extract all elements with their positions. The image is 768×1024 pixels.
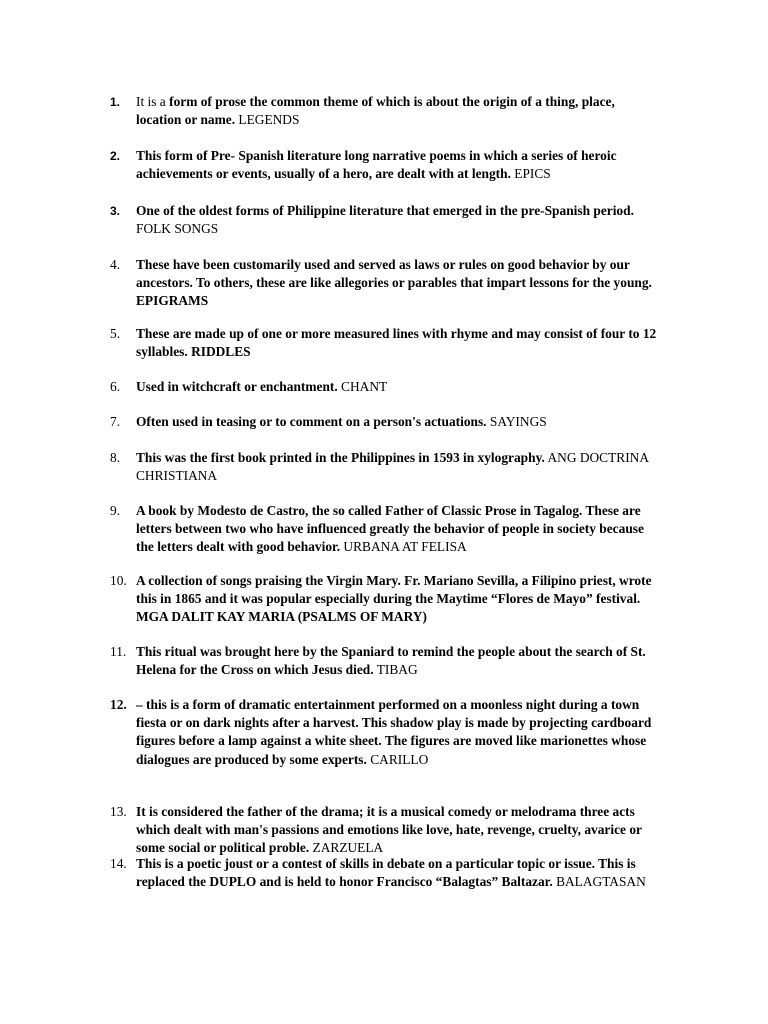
list-item — [110, 378, 690, 396]
item-number: 6. — [110, 379, 121, 394]
item-answer: MGA DALIT KAY MARIA (PSALMS OF MARY) — [136, 609, 427, 625]
item-text: A book by Modesto de Castro, the so called Father of Classic Prose in Tagalog. These are letters between two who have influenced greatly the behavior of people in society because the letters dealt with good behavior. — [136, 503, 644, 555]
list-item — [110, 202, 690, 238]
item-number: 11. — [110, 644, 127, 659]
item-text: form of prose the common theme of which is about the origin of a thing, place, location or name. — [136, 94, 615, 128]
item-number: 1. — [110, 95, 121, 109]
item-text: This was the first book printed in the Philippines in 1593 in xylography. — [136, 450, 545, 465]
item-text: Used in witchcraft or enchantment. — [136, 379, 338, 394]
item-text: Often used in teasing or to comment on a person's actuations. — [136, 414, 487, 429]
item-text: A collection of songs praising the Virgin Mary. Fr. Mariano Sevilla, a Filipino priest, wrote this in 1865 and it was popular especially during the Maytime “Flores de Mayo” festival. — [136, 573, 652, 607]
list-item — [110, 449, 690, 485]
item-number: 8. — [110, 450, 121, 465]
item-text: – this is a form of dramatic entertainment performed on a moonless night during a town fiesta or on dark nights after a harvest. This shadow play is made by projecting cardboard figures before a lamp against a white sheet. The figures are moved like marionettes whose dialogues are produced by some experts. — [136, 697, 652, 767]
item-text: This is a poetic joust or a contest of skills in debate on a particular topic or issue. This is replaced the DUPLO and is held to honor Francisco “Balagtas” Baltazar. — [136, 856, 636, 890]
list-item — [110, 572, 690, 627]
item-lead: It is a — [136, 94, 170, 109]
list-item — [110, 855, 690, 891]
item-number: 4. — [110, 257, 121, 272]
item-answer: SAYINGS — [486, 414, 547, 429]
list-item — [110, 643, 690, 679]
item-number: 3. — [110, 204, 121, 218]
list-item — [110, 147, 690, 183]
item-number: 13. — [110, 804, 127, 819]
list-item — [110, 696, 690, 769]
list-item — [110, 93, 690, 129]
item-number: 2. — [110, 149, 121, 163]
item-number: 12. — [110, 697, 127, 712]
item-text: These have been customarily used and served as laws or rules on good behavior by our ancestors. To others, these are like allegories or parables that impart lessons for the young. — [136, 257, 652, 291]
item-number: 10. — [110, 573, 127, 588]
item-number: 14. — [110, 856, 127, 871]
item-text: These are made up of one or more measured lines with rhyme and may consist of four to 12 syllables. — [136, 326, 657, 360]
item-answer: RIDDLES — [187, 344, 251, 360]
item-text: This ritual was brought here by the Spaniard to remind the people about the search of St. Helena for the Cross on which Jesus died. — [136, 644, 646, 678]
item-answer: BALAGTASAN — [552, 874, 646, 890]
item-answer: ZARZUELA — [309, 840, 384, 856]
item-answer: EPICS — [510, 166, 551, 182]
item-answer: CHANT — [337, 379, 388, 394]
item-number: 7. — [110, 414, 121, 429]
list-item — [110, 803, 690, 858]
item-answer: URBANA AT FELISA — [340, 539, 467, 555]
item-answer: EPIGRAMS — [136, 293, 209, 309]
list-item — [110, 256, 690, 311]
item-text: One of the oldest forms of Philippine literature that emerged in the pre-Spanish period. — [136, 203, 634, 218]
item-answer: ANG DOCTRINA CHRISTIANA — [136, 450, 650, 484]
item-answer: FOLK SONGS — [136, 221, 219, 237]
list-item — [110, 413, 690, 431]
item-answer: TIBAG — [373, 662, 418, 678]
list-item — [110, 325, 690, 361]
item-answer: LEGENDS — [235, 112, 300, 128]
item-text: This form of Pre- Spanish literature long narrative poems in which a series of heroic achievements or events, usually of a hero, are dealt with at length. — [136, 148, 617, 182]
item-answer: CARILLO — [366, 751, 429, 767]
item-text: It is considered the father of the drama; it is a musical comedy or melodrama three acts which dealt with man's passions and emotions like love, hate, revenge, cruelty, avarice or some social or political proble. — [136, 804, 642, 856]
item-number: 9. — [110, 503, 121, 518]
item-number: 5. — [110, 326, 121, 341]
list-item — [110, 502, 690, 557]
